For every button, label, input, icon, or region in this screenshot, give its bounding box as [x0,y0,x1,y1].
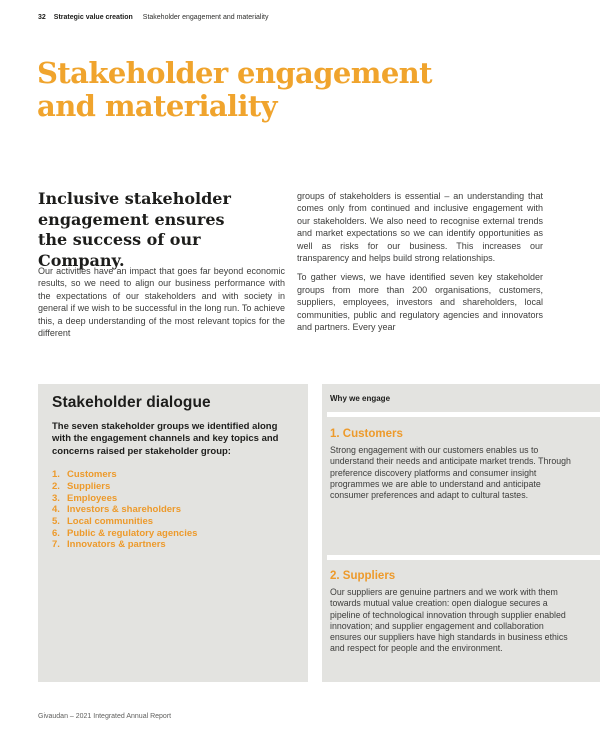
list-item-label: Customers [67,469,117,481]
list-item-investors-shareholders [52,504,294,516]
engage-section-heading: 2. Suppliers [330,570,396,582]
list-item-label: Investors & shareholders [67,504,182,516]
intro-right-paragraph-1: groups of stakeholders is essential – an understanding that comes only from continued and inclusive engagement with our stakeholders. We also need to recognise external trends and market expectations so we can identify opportunities as well as risks for our business. This increases our transparency and helps build strong relationships. [297,191,543,264]
lead-statement: Inclusive stakeholder engagement ensures the success of our Company. [38,189,231,270]
list-item-number: 4. [52,504,60,516]
list-item-number: 6. [52,527,60,539]
why-we-engage-panel [322,384,600,682]
running-header [38,13,268,22]
list-item-label: Suppliers [67,480,111,492]
page-number: 32 [38,14,46,21]
list-item-innovators-partners [52,539,294,551]
list-item-label: Local communities [67,516,154,528]
intro-left-paragraph: Our activities have an impact that goes far beyond economic results, so we need to align our business performance with the expectations of our stakeholders and with society in general if we wish to be successful in the long run. To achieve this, a deep understanding of the most relevant topics for the different [38,266,285,339]
stakeholder-dialogue-panel [38,384,308,682]
list-item-local-communities [52,516,294,528]
engage-section-body: Our suppliers are genuine partners and we work with them towards mutual value creation: open dialogue secures a pipeline of technological innovation through supplier enabled innovation; and supplier engagement and collaboration ensures our suppliers have high standards in business ethics and respect for people and the environment. [330,587,568,654]
page-footer: Givaudan – 2021 Integrated Annual Report [38,713,172,720]
why-we-engage-header: Why we engage [330,394,391,403]
list-item-label: Employees [67,492,118,504]
engage-section-heading: 1. Customers [330,428,403,440]
list-item-number: 2. [52,480,60,492]
engage-section-suppliers [330,569,580,655]
list-item-number: 5. [52,516,60,528]
list-item-number: 1. [52,469,60,481]
list-item-number: 3. [52,492,60,504]
header-subsection-title: Stakeholder engagement and materiality [142,14,269,21]
panel-separator [327,412,600,417]
list-item-customers [52,469,294,481]
intro-right-column [297,190,543,333]
header-section-title: Strategic value creation [53,14,133,21]
page-title: Stakeholder engagement and materiality [37,56,432,123]
list-item-suppliers [52,481,294,493]
list-item-label: Innovators & partners [67,539,166,551]
list-item-number: 7. [52,539,60,551]
list-item-public-regulatory-agencies [52,528,294,540]
engage-section-customers [330,427,580,501]
intro-right-paragraph-2: To gather views, we have identified seven key stakeholder groups from more than 200 organisations, customers, suppliers, employees, investors and shareholders, local communities, public and regulatory agencies and innovators and partners. Every year [297,272,543,333]
engage-section-body: Strong engagement with our customers enables us to understand their needs and anticipate market trends. Through preference discovery platforms and consumer insight programmes we are able to understand and anticipate consumer preferences and adapt to cultural tastes. [330,445,571,501]
list-item-label: Public & regulatory agencies [67,527,198,539]
dialogue-panel-description: The seven stakeholder groups we identified along with the engagement channels and key topics and concerns raised per stakeholder group: [52,421,279,457]
dialogue-panel-title: Stakeholder dialogue [52,394,211,411]
panel-separator [327,555,600,560]
list-item-employees [52,493,294,505]
stakeholder-group-list [52,469,294,551]
